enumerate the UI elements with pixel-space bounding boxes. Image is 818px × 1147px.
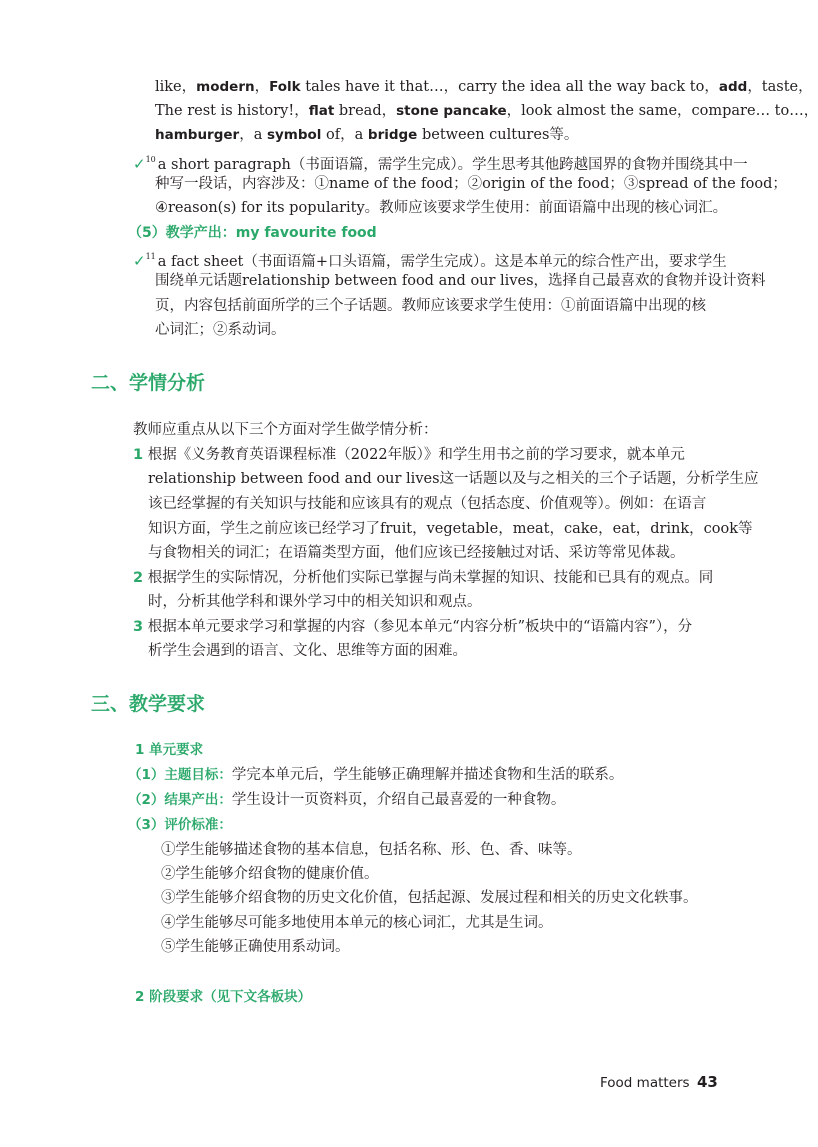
vocab-line-2: [155, 101, 818, 121]
criterion-3: [161, 888, 698, 908]
stage-requirements-subheading: 2 阶段要求（见下文各板块）: [135, 989, 312, 1005]
footer-unit-title: Food matters: [600, 1075, 690, 1091]
section-heading-teaching-requirements: 三、教学要求: [91, 693, 206, 715]
text: bread，: [334, 103, 397, 119]
requirement-2: [128, 790, 565, 810]
text: ②学生能够介绍食物的健康价值。: [161, 866, 379, 882]
text: 该已经掌握的有关知识与技能和应该具有的观点（包括态度、价值观等）。例如：在语言: [148, 496, 707, 512]
text: 根据《义务教育英语课程标准（2022年版）》和学生用书之前的学习要求，就本单元: [147, 447, 685, 463]
page-number: 43: [697, 1073, 718, 1091]
item-10-line-3: [155, 198, 727, 218]
text: ，a: [239, 127, 267, 143]
item-number: 10: [145, 155, 156, 164]
analysis-point-3-line-1: [133, 617, 692, 637]
bold-term: Folk: [269, 79, 301, 95]
analysis-point-1-line-4: [148, 519, 753, 539]
section-heading-learner-analysis: 二、学情分析: [91, 372, 206, 394]
point-number: 3: [133, 619, 144, 635]
bold-term: bridge: [367, 127, 418, 143]
analysis-point-1-line-5: [148, 543, 685, 563]
text: ③学生能够介绍食物的历史文化价值，包括起源、发展过程和相关的历史文化轶事。: [161, 890, 698, 906]
bold-term: stone pancake: [396, 103, 507, 119]
analysis-point-2-line-2: [148, 592, 482, 612]
analysis-point-3-line-2: [148, 641, 467, 661]
text: 学生设计一页资料页，介绍自己最喜爱的一种食物。: [231, 792, 566, 808]
point-number: 2: [133, 570, 144, 586]
bold-term: symbol: [266, 127, 322, 143]
text: 围绕单元话题relationship between food and our lives，选择自己最喜欢的食物并设计资料: [155, 273, 766, 289]
unit-requirements-subheading: 1 单元要求: [135, 742, 204, 758]
requirement-label: （2）结果产出：: [128, 792, 232, 808]
text: ④reason(s) for its popularity。教师应该要求学生使用：前面语篇中出现的核心词汇。: [155, 200, 728, 216]
text: 页，内容包括前面所学的三个子话题。教师应该要求学生使用：①前面语篇中出现的核: [155, 298, 706, 314]
output-5-heading: [128, 223, 377, 243]
text: ①学生能够描述食物的基本信息，包括名称、形、色、香、味等。: [161, 842, 582, 858]
text: 教师应重点从以下三个方面对学生做学情分析：: [133, 422, 438, 438]
requirement-label: （1）主题目标：: [128, 767, 232, 783]
text: 时，分析其他学科和课外学习中的相关知识和观点。: [148, 594, 482, 610]
analysis-point-2-line-1: [133, 568, 713, 588]
text: ⑤学生能够正确使用系动词。: [161, 939, 350, 955]
analysis-point-1-line-2: [148, 469, 759, 489]
item-10-line-1: [133, 150, 748, 175]
bold-term: add: [718, 79, 748, 95]
text: 与食物相关的词汇；在语篇类型方面，他们应该已经接触过对话、采访等常见体裁。: [148, 545, 685, 561]
output-title: my favourite food: [235, 225, 377, 241]
text: 学完本单元后，学生能够正确理解并描述食物和生活的联系。: [231, 767, 624, 783]
point-number: 1: [133, 447, 144, 463]
analysis-point-1-line-1: [133, 445, 685, 465]
item-11-line-3: [155, 296, 706, 316]
bold-term: hamburger: [155, 127, 240, 143]
text: relationship between food and our lives这一话题以及与之相关的三个子话题，分析学生应: [148, 471, 759, 487]
text: 根据本单元要求学习和掌握的内容（参见本单元“内容分析”板块中的“语篇内容”），分: [147, 619, 693, 635]
item-11-line-1: [133, 247, 727, 272]
text: 根据学生的实际情况，分析他们实际已掌握与尚未掌握的知识、技能和已具有的观点。同: [147, 570, 714, 586]
text: 心词汇；②系动词。: [155, 322, 286, 338]
text: The rest is history!，: [155, 103, 309, 119]
requirement-1: [128, 765, 623, 785]
text: 析学生会遇到的语言、文化、思维等方面的困难。: [148, 643, 467, 659]
bold-term: flat: [308, 103, 335, 119]
text: ，taste，: [747, 79, 813, 95]
criterion-2: [161, 864, 379, 884]
text: tales have it that…，carry the idea all the way back to，: [300, 79, 719, 95]
item-10-line-2: [155, 174, 787, 194]
text: ，: [254, 79, 270, 95]
vocab-line-3: [155, 125, 578, 145]
text: ④学生能够尽可能多地使用本单元的核心词汇，尤其是生词。: [161, 915, 553, 931]
check-icon: ✓: [133, 155, 146, 173]
item-11-line-2: [155, 271, 766, 291]
requirement-3: [128, 815, 232, 835]
criterion-1: [161, 840, 582, 860]
text: a short paragraph（书面语篇，需学生完成）。学生思考其他跨越国界的食物并围绕其中一: [157, 157, 748, 173]
requirement-label: （3）评价标准：: [128, 817, 232, 833]
criterion-4: [161, 913, 553, 933]
criterion-5: [161, 937, 350, 957]
output-label: （5）教学产出：: [128, 225, 236, 241]
text: 种写一段话，内容涉及：①name of the food；②origin of the food；③spread of the food；: [155, 176, 787, 192]
analysis-point-1-line-3: [148, 494, 706, 514]
item-number: 11: [145, 252, 156, 261]
section-2-intro: [133, 420, 438, 440]
text: of，a: [321, 127, 368, 143]
text: like，: [155, 79, 197, 95]
text: 知识方面，学生之前应该已经学习了fruit，vegetable，meat，cake，eat，drink，cook等: [148, 521, 753, 537]
text: ，look almost the same，compare… to…，: [506, 103, 818, 119]
bold-term: modern: [196, 79, 255, 95]
text: between cultures等。: [417, 127, 579, 143]
item-11-line-4: [155, 320, 286, 340]
check-icon: ✓: [133, 252, 146, 270]
text: a fact sheet（书面语篇+口头语篇，需学生完成）。这是本单元的综合性产出，要求学生: [157, 254, 727, 270]
vocab-line-1: [155, 77, 813, 97]
